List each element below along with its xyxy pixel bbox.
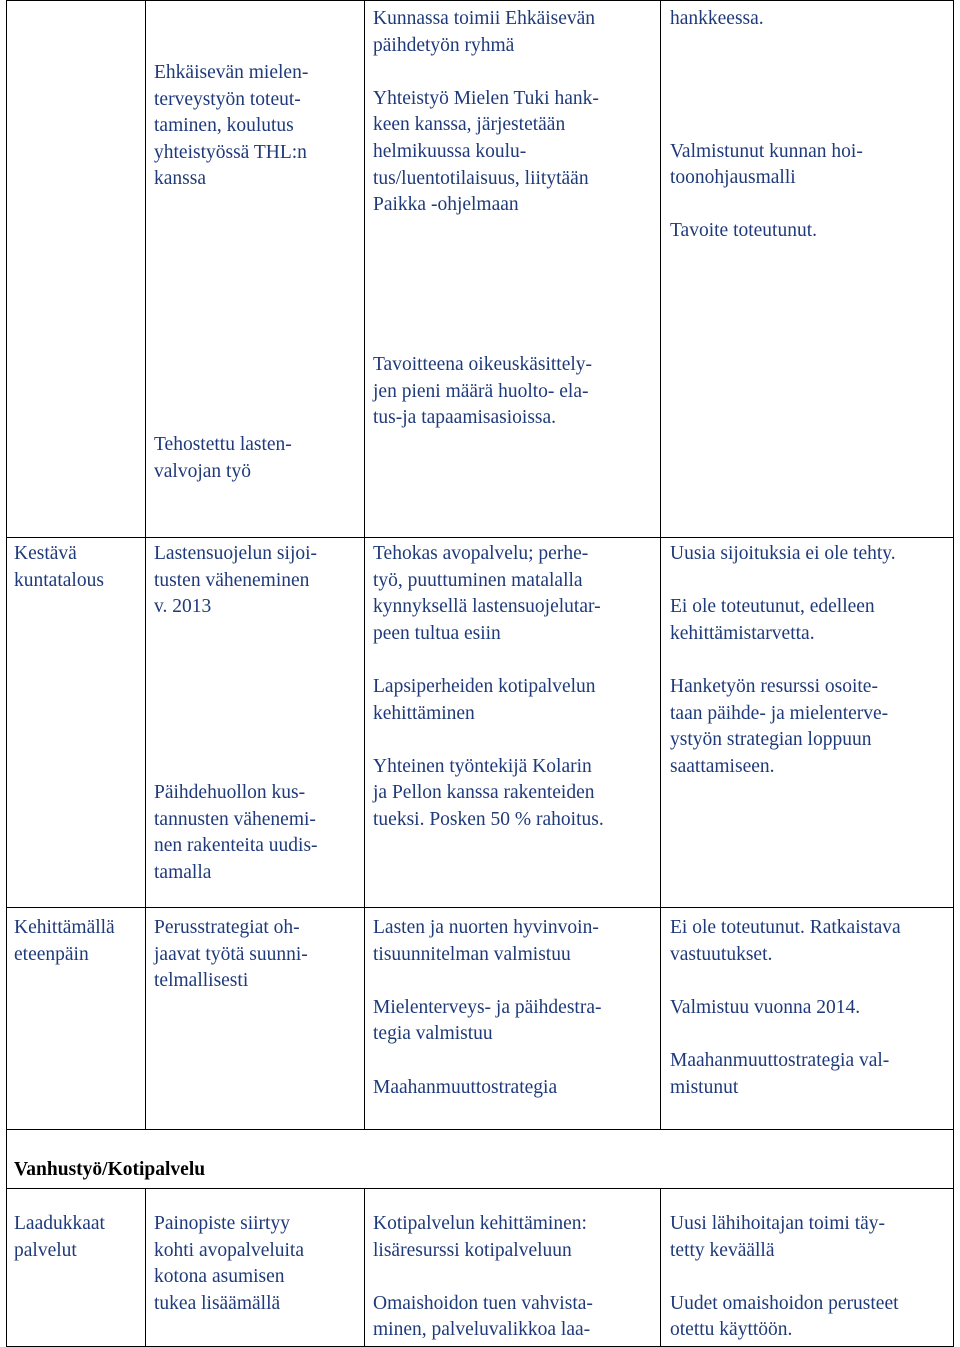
table-col-divider (364, 0, 365, 1129)
table-row-divider (6, 1129, 954, 1130)
cell-text: Tehokas avopalvelu; perhe- työ, puuttuminen matalalla kynnyksellä lastensuojelutar- peen tultua esiin (373, 543, 601, 644)
table-cell (154, 60, 359, 193)
cell-text: Ei ole toteutunut. Ratkaistava vastuutukset. (670, 917, 901, 965)
table-cell (154, 541, 359, 621)
table-top-border (6, 0, 954, 1)
cell-text: Kunnassa toimii Ehkäisevän päihdetyön ryhmä (373, 8, 596, 56)
cell-text: Valmistunut kunnan hoi- toonohjausmalli (670, 140, 863, 189)
table-cell (373, 1211, 658, 1344)
cell-text: Uusi lähihoitajan toimi täy- tetty keväällä (670, 1213, 886, 1261)
table-cell (373, 541, 658, 834)
cell-text: Kehittämällä eteenpäin (14, 917, 115, 965)
cell-text: Perusstrategiat oh- jaavat työtä suunni- telmallisesti (154, 917, 308, 992)
table-cell (670, 541, 952, 780)
table-col-divider (145, 0, 146, 1129)
cell-text: Yhteistyö Mielen Tuki hank- keen kanssa, järjestetään helmikuussa koulu- tus/luentotilaisuus, liitytään Paikka -ohjelmaan (373, 87, 599, 216)
cell-text: Päihdehuollon kus- tannusten vähenemi- nen rakenteita uudis- tamalla (154, 782, 318, 883)
table-col-divider (660, 1188, 661, 1347)
cell-text: Painopiste siirtyy kohti avopalveluita kotona asumisen tukea lisäämällä (154, 1213, 305, 1314)
table-cell (154, 780, 359, 886)
table-cell (670, 1211, 952, 1344)
table-cell (14, 915, 142, 968)
cell-text: Maahanmuuttostrategia val- mistunut (670, 1049, 890, 1098)
table-col-divider (364, 1188, 365, 1347)
section-heading (14, 1157, 414, 1184)
cell-text: Tavoitteena oikeuskäsittely- jen pieni määrä huolto- ela- tus-ja tapaamisasioissa. (373, 354, 593, 429)
table-cell (373, 6, 658, 219)
table-row-divider (6, 537, 954, 538)
cell-text: Mielenterveys- ja päihdestra- tegia valmistuu (373, 996, 602, 1045)
cell-text: Lasten ja nuorten hyvinvoin- tisuunnitelman valmistuu (373, 917, 599, 965)
cell-text: hankkeessa. (670, 8, 764, 29)
table-cell (373, 352, 658, 432)
table-row-divider (6, 907, 954, 908)
cell-text: Ehkäisevän mielen- terveystyön toteut- taminen, koulutus yhteistyössä THL:n kanssa (154, 62, 309, 190)
cell-text: Lastensuojelun sijoi- tusten väheneminen v. 2013 (154, 543, 318, 618)
cell-text: Lapsiperheiden kotipalvelun kehittäminen (373, 675, 596, 724)
cell-text: Valmistuu vuonna 2014. (670, 996, 861, 1018)
cell-text: Kestävä kuntatalous (14, 543, 104, 591)
cell-text: Maahanmuuttostrategia (373, 1076, 558, 1098)
cell-text: Omaishoidon tuen vahvista- minen, palveluvalikkoa laa- (373, 1292, 593, 1341)
table-col-divider (660, 0, 661, 1129)
cell-text: Tavoite toteutunut. (670, 220, 818, 242)
cell-text: Tehostettu lasten- valvojan työ (154, 434, 292, 482)
cell-text: Laadukkaat palvelut (14, 1213, 105, 1261)
cell-text: Ei ole toteutunut, edelleen kehittämistarvetta. (670, 596, 875, 644)
table-cell (670, 6, 952, 245)
table-cell (14, 1211, 142, 1264)
table-cell (670, 915, 952, 1101)
table-left-border (6, 0, 7, 1347)
table-right-border (953, 0, 954, 1347)
table-cell (154, 432, 359, 485)
cell-text: Kotipalvelun kehittäminen: lisäresurssi kotipalveluun (373, 1213, 587, 1261)
table-cell (14, 541, 142, 594)
table-cell (373, 915, 658, 1101)
cell-text: Uusia sijoituksia ei ole tehty. (670, 543, 896, 564)
table-col-divider (145, 1188, 146, 1347)
table-cell (154, 1211, 359, 1317)
cell-text: Hanketyön resurssi osoite- taan päihde- ja mielenterve- ystyön strategian loppuun saattamiseen. (670, 675, 889, 777)
cell-text: Yhteinen työntekijä Kolarin ja Pellon kanssa rakenteiden tueksi. Posken 50 % rahoitus. (373, 755, 604, 830)
table-row-divider (6, 1188, 954, 1189)
table-cell (154, 915, 359, 995)
section-heading-text: Vanhustyö/Kotipalvelu (14, 1159, 206, 1180)
cell-text: Uudet omaishoidon perusteet otettu käyttöön. (670, 1292, 899, 1341)
